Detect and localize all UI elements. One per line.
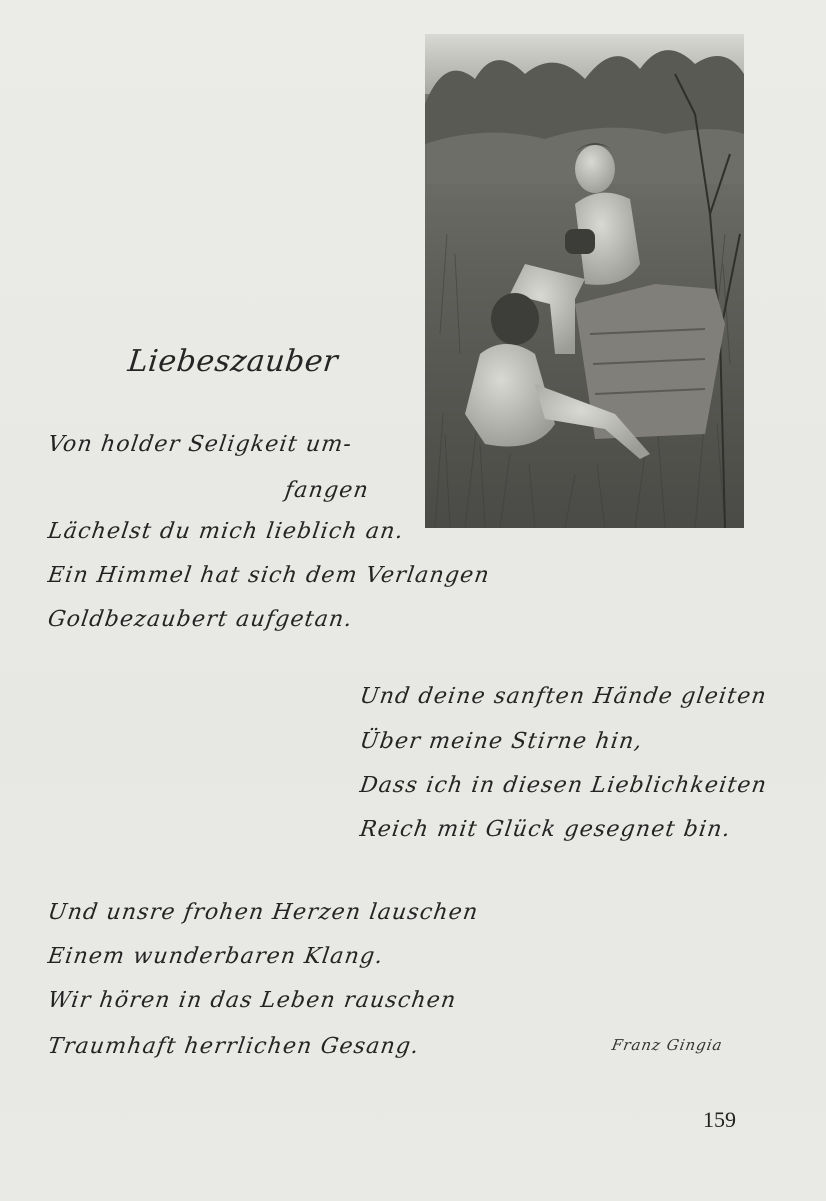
photograph-illustration xyxy=(425,34,744,528)
stanza2-line4: Reich mit Glück gesegnet bin. xyxy=(358,817,733,842)
stanza3-line4: Traumhaft herrlichen Gesang. xyxy=(46,1034,422,1059)
stanza2-line2: Über meine Stirne hin, xyxy=(358,729,645,754)
stanza1-line4: Goldbezaubert aufgetan. xyxy=(46,607,355,632)
stanza2-line1: Und deine sanften Hände gleiten xyxy=(358,684,769,709)
stanza1-line1-continuation: fangen xyxy=(283,478,371,503)
poem-title: Liebeszauber xyxy=(126,344,340,379)
stanza1-line3: Ein Himmel hat sich dem Verlangen xyxy=(46,563,492,588)
stanza1-line2: Lächelst du mich lieblich an. xyxy=(46,519,406,544)
stanza2-line3: Dass ich in diesen Lieblichkeiten xyxy=(358,773,769,798)
author-signature: Franz Gingia xyxy=(610,1036,725,1054)
stanza3-line2: Einem wunderbaren Klang. xyxy=(46,944,386,969)
stanza3-line3: Wir hören in das Leben rauschen xyxy=(46,988,459,1013)
stanza1-line1: Von holder Seligkeit um- xyxy=(46,432,354,457)
photograph xyxy=(425,34,744,528)
stanza3-line1: Und unsre frohen Herzen lauschen xyxy=(46,900,481,925)
page-number: 159 xyxy=(703,1107,736,1132)
